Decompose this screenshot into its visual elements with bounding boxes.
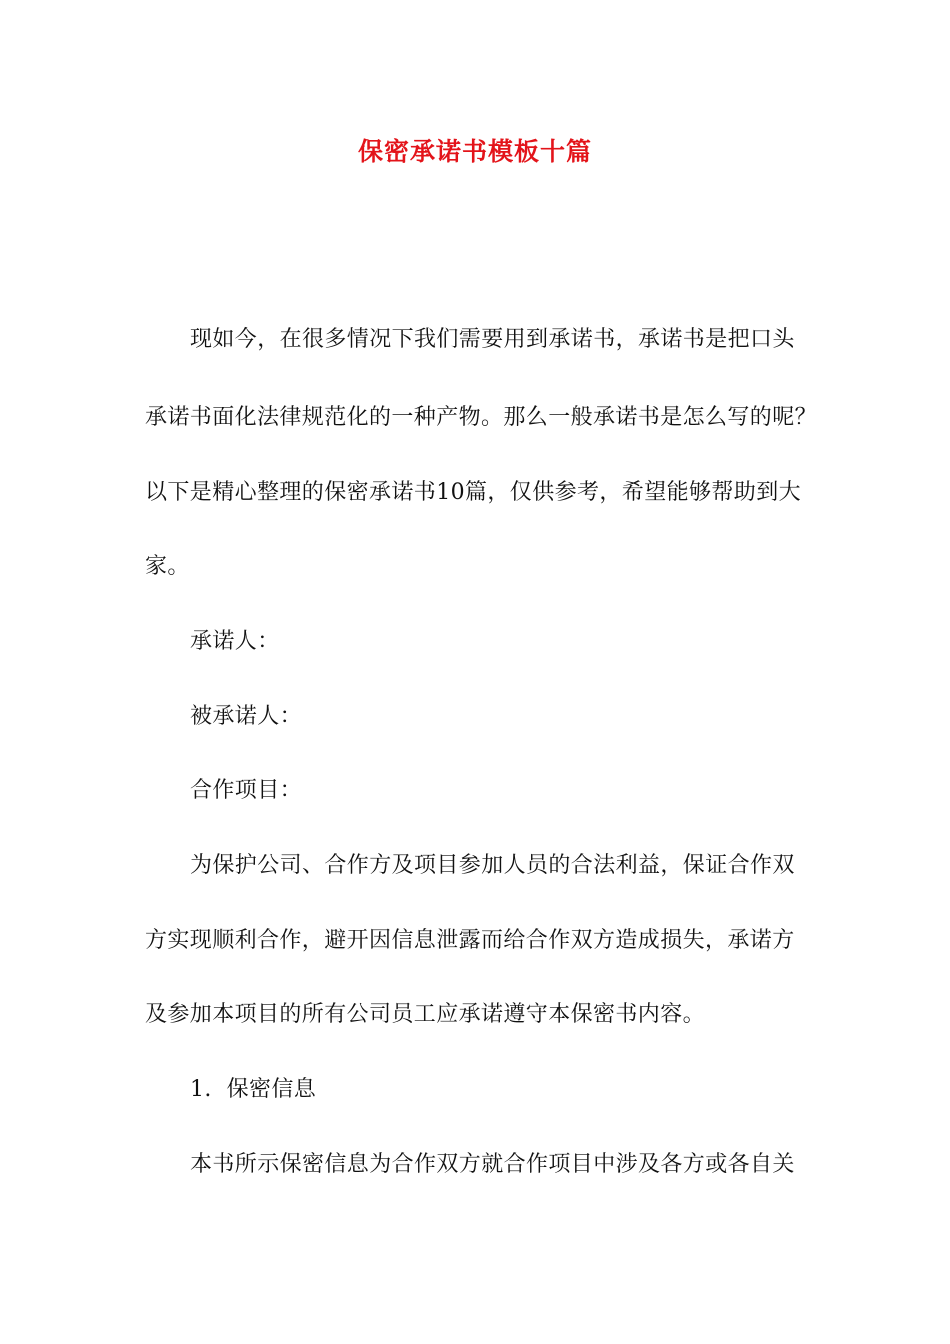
paragraph-line: 以下是精心整理的保密承诺书10篇，仅供参考，希望能够帮助到大: [145, 480, 801, 505]
paragraph-line: 承诺书面化法律规范化的一种产物。那么一般承诺书是怎么写的呢？: [145, 405, 818, 430]
paragraph-line: 及参加本项目的所有公司员工应承诺遵守本保密书内容。: [145, 1002, 706, 1027]
paragraph-line: 为保护公司、合作方及项目参加人员的合法利益，保证合作双: [190, 853, 795, 878]
paragraph-line: 本书所示保密信息为合作双方就合作项目中涉及各方或各自关: [190, 1152, 795, 1177]
field-label-project: 合作项目：: [190, 778, 303, 803]
field-label-promisor: 承诺人：: [190, 629, 280, 654]
field-label-promisee: 被承诺人：: [190, 704, 303, 729]
paragraph-line: 现如今，在很多情况下我们需要用到承诺书，承诺书是把口头: [190, 327, 795, 352]
paragraph-line: 方实现顺利合作，避开因信息泄露而给合作双方造成损失，承诺方: [145, 928, 795, 953]
paragraph-line: 家。: [145, 554, 190, 579]
section-heading: 1. 保密信息: [190, 1077, 317, 1102]
document-title: 保密承诺书模板十篇: [357, 137, 592, 166]
